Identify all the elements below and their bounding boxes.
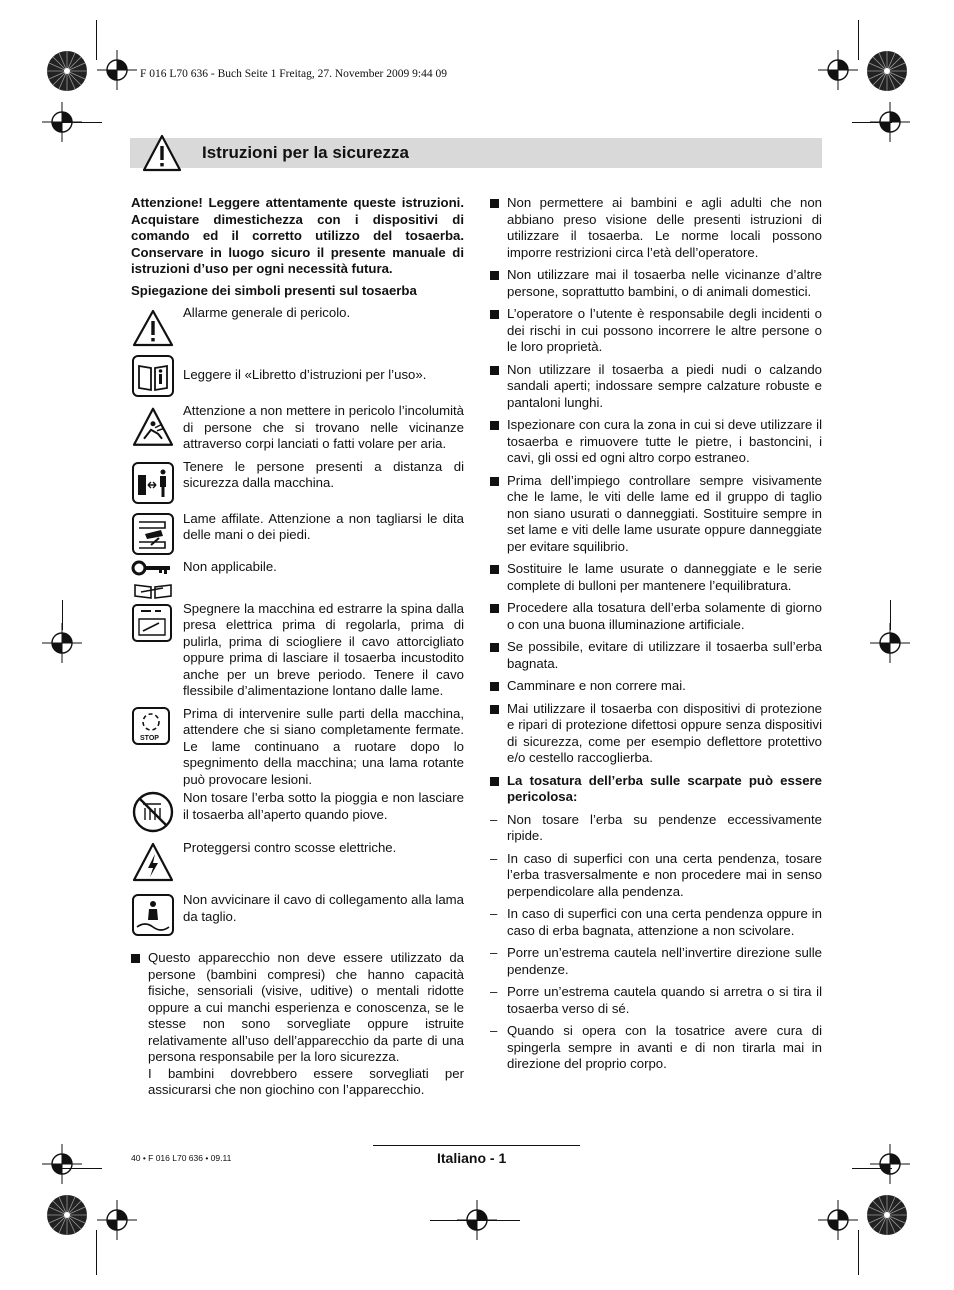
- bullet-text: Non utilizzare mai il tosaerba nelle vicinanze d’altre persone, soprattutto bambini, o di animali domestici.: [507, 267, 822, 299]
- registration-mark-icon: [97, 50, 137, 90]
- symbol-text: Lame affilate. Attenzione a non tagliarsi le dita delle mani o dei piedi.: [183, 510, 464, 542]
- registration-mark-icon: [42, 1144, 82, 1184]
- registration-mark-icon: [97, 1200, 137, 1240]
- symbol-text: Non avvicinare il cavo di collegamento alla lama da taglio.: [183, 892, 464, 924]
- thrown-objects-icon: [131, 403, 175, 453]
- warning-triangle-icon: [142, 134, 182, 172]
- manual-book-icon: [131, 353, 175, 399]
- bullet-text: Sostituire le lame usurate o danneggiate e le serie complete di bulloni per mantenere l’equilibratura.: [507, 561, 822, 593]
- symbol-text: Prima di intervenire sulle parti della macchina, attendere che si siano completamente fermate. Le lame continuano a ruotare dopo lo spegnimento della macchina; una lama rotante può provocare lesioni.: [183, 705, 464, 787]
- bullet-square: [131, 954, 140, 963]
- symbol-text: Attenzione a non mettere in pericolo l’incolumità di persone che si trovano nelle vicinanze attraverso corpi lanciati o fatti volare per aria.: [183, 403, 464, 451]
- dash-text: In caso di superfici con una certa pendenza oppure in caso di erba bagnata, attenzione a non scivolare.: [507, 906, 822, 938]
- crop-line: [852, 1168, 892, 1169]
- print-info: F 016 L70 636 - Buch Seite 1 Freitag, 27. November 2009 9:44 09: [140, 68, 447, 80]
- dash-text: Quando si opera con la tosatrice avere cura di spingerla sempre in avanti e di non tirarla mai in direzione del proprio corpo.: [507, 1023, 822, 1071]
- color-star-mark-icon: [866, 50, 908, 92]
- list-item: [490, 306, 822, 356]
- bullet-text: I bambini dovrebbero essere sorvegliati per assicurarsi che non giochino con l’apparecchio.: [148, 1065, 464, 1097]
- dash-mark: –: [490, 945, 498, 960]
- list-item: [490, 701, 822, 767]
- symbol-row: [131, 579, 464, 599]
- page-number: Italiano - 1: [437, 1150, 507, 1166]
- crop-line: [430, 1220, 520, 1221]
- crop-line: [96, 1230, 97, 1275]
- crop-line: [858, 20, 859, 60]
- symbol-row: [131, 557, 464, 579]
- color-star-mark-icon: [46, 50, 88, 92]
- symbol-row: [131, 706, 464, 789]
- symbol-row: [131, 892, 464, 938]
- list-item: [490, 267, 822, 300]
- symbol-text: Non tosare l’erba sotto la pioggia e non lasciare il tosaerba all’aperto quando piove.: [183, 790, 464, 822]
- dash-text: Non tosare l’erba su pendenze eccessivamente ripide.: [507, 811, 822, 843]
- stop-label: STOP: [140, 734, 159, 742]
- symbol-text: Allarme generale di pericolo.: [183, 305, 351, 320]
- registration-mark-icon: [818, 1200, 858, 1240]
- bullet-text: Questo apparecchio non deve essere utilizzato da persone (bambini compresi) che hanno capacità fisiche, sensoriali (visive, uditive) o mentali ridotte oppure a cui manchi esperienza e conoscenza, se le stesse non sono sorvegliate oppure istruite relativamente all’uso dell’apparecchio da parte di una persona responsabile per la loro sicurezza.: [148, 950, 464, 1064]
- section-title-bar: [130, 138, 822, 168]
- crop-line: [858, 1230, 859, 1275]
- list-item: [490, 773, 822, 806]
- list-item: [131, 950, 464, 1099]
- symbol-row: [131, 459, 464, 507]
- left-column: [131, 195, 464, 1099]
- symbol-text: Leggere il «Libretto d’istruzioni per l’uso».: [183, 367, 427, 382]
- symbol-row: [131, 403, 464, 453]
- registration-mark-icon: [870, 1144, 910, 1184]
- key-icon: [131, 557, 175, 579]
- bullet-text: L’operatore o l’utente è responsabile degli incidenti o dei rischi in cui possono incorrere le altre persone o le loro proprietà.: [507, 306, 822, 354]
- crop-line: [62, 600, 63, 630]
- dash-mark: –: [490, 811, 498, 827]
- list-item: [490, 473, 822, 556]
- dash-item: [490, 812, 822, 845]
- dash-text: Porre un’estrema cautela nell’invertire direzione sulle pendenze.: [507, 945, 822, 977]
- dash-mark: –: [490, 850, 498, 866]
- crop-line: [852, 122, 892, 123]
- list-item: [490, 600, 822, 633]
- crop-line: [890, 600, 891, 630]
- bullet-text: Non utilizzare il tosaerba a piedi nudi o calzando sandali aperti; indossare sempre calzature robuste e pantaloni lunghi.: [507, 361, 822, 410]
- footer-rule: [373, 1145, 580, 1146]
- symbol-row: [131, 305, 464, 351]
- safe-distance-icon: [131, 459, 175, 507]
- symbol-text: Non applicabile.: [183, 558, 277, 574]
- intro-warning: Attenzione! Leggere attentamente queste istruzioni. Acquistare dimestichezza con i dispositivi di comando ed il corretto utilizzo del tosaerba. Conservare in luogo sicuro il presente manuale di istruzioni d’uso per ogni necessità futura.: [131, 195, 464, 276]
- list-item: [490, 362, 822, 412]
- symbol-row: [131, 601, 464, 700]
- crop-line: [62, 1168, 102, 1169]
- cable-blade-icon: [131, 892, 175, 938]
- dash-item: [490, 906, 822, 939]
- dash-item: [490, 1023, 822, 1073]
- symbol-row: [131, 511, 464, 557]
- crop-line: [62, 122, 102, 123]
- symbol-row: [131, 790, 464, 834]
- color-star-mark-icon: [866, 1194, 908, 1236]
- no-rain-icon: [131, 790, 175, 834]
- stop-symbol: [131, 706, 175, 789]
- footer-code: 40 • F 016 L70 636 • 09.11: [131, 1153, 232, 1163]
- bullet-text: Ispezionare con cura la zona in cui si deve utilizzare il tosaerba e rimuovere tutte le pietre, i bastoncini, i cavi, gli ossi ed ogni altro corpo estraneo.: [507, 417, 822, 465]
- unplug-manual-icon: [131, 579, 175, 599]
- symbol-text: Proteggersi contro scosse elettriche.: [183, 840, 397, 855]
- dash-item: [490, 851, 822, 901]
- slope-heading: La tosatura dell’erba sulle scarpate può essere pericolosa:: [507, 772, 822, 804]
- dash-item: [490, 984, 822, 1017]
- symbol-row: [131, 840, 464, 886]
- symbol-text: Tenere le persone presenti a distanza di sicurezza dalla macchina.: [183, 458, 464, 490]
- dash-text: Porre un’estrema cautela quando si arretra o si tira il tosaerba verso di sé.: [507, 984, 822, 1016]
- unplug-maintenance-icon: [131, 601, 175, 645]
- dash-mark: –: [490, 1023, 498, 1038]
- warning-triangle-icon: [131, 305, 175, 351]
- list-item: [490, 639, 822, 672]
- bullet-text: Non permettere ai bambini e agli adulti che non abbiano preso visione delle presenti istruzioni di utilizzare il tosaerba. Le norme locali possono imporre restrizioni circa l’età dell’operatore.: [507, 195, 822, 260]
- crop-line: [96, 20, 97, 60]
- dash-mark: –: [490, 984, 498, 999]
- bullet-text: Prima dell’impiego controllare sempre visivamente che le lame, le viti delle lame ed il gruppo di taglio non siano usurati o danneggiati. Sostituire sempre in set lame e viti delle lame usurate oppure danneggiate per evitare squilibrio.: [507, 472, 822, 554]
- symbol-text: [183, 579, 464, 599]
- page-title: Istruzioni per la sicurezza: [202, 143, 409, 162]
- list-item: [490, 195, 822, 261]
- dash-text: In caso di superfici con una certa pendenza, tosare l’erba trasversalmente e non procedere mai in senso perpendicolare alla pendenza.: [507, 850, 822, 899]
- right-column: [490, 195, 822, 1073]
- bullet-text: Se possibile, evitare di utilizzare il tosaerba sull’erba bagnata.: [507, 639, 822, 671]
- list-item: [490, 678, 822, 695]
- list-item: [490, 417, 822, 467]
- dash-item: [490, 945, 822, 978]
- symbol-text: Spegnere la macchina ed estrarre la spina dalla presa elettrica prima di regolarla, prima di pulirla, prima di sciogliere il cavo attorcigliato oppure prima di lasciare il tosaerba incustodito anche per un breve periodo. Tenere il cavo flessibile d’alimentazione lontano dalle lame.: [183, 600, 464, 698]
- electric-shock-icon: [131, 840, 175, 886]
- symbols-heading: Spiegazione dei simboli presenti sul tosaerba: [131, 282, 417, 298]
- bullet-text: Procedere alla tosatura dell’erba solamente di giorno o con una buona illuminazione artificiale.: [507, 600, 822, 632]
- color-star-mark-icon: [46, 1194, 88, 1236]
- bullet-text: Mai utilizzare il tosaerba con dispositivi di protezione e ripari di protezione difettosi oppure senza dispositivi di sicurezza, come per esempio deflettore protettivo e/o cestello raccoglierba.: [507, 700, 822, 765]
- list-item: [490, 561, 822, 594]
- sharp-blades-icon: [131, 511, 175, 557]
- bullet-text: Camminare e non correre mai.: [507, 678, 686, 693]
- dash-mark: –: [490, 906, 498, 921]
- symbol-row: [131, 353, 464, 399]
- registration-mark-icon: [818, 50, 858, 90]
